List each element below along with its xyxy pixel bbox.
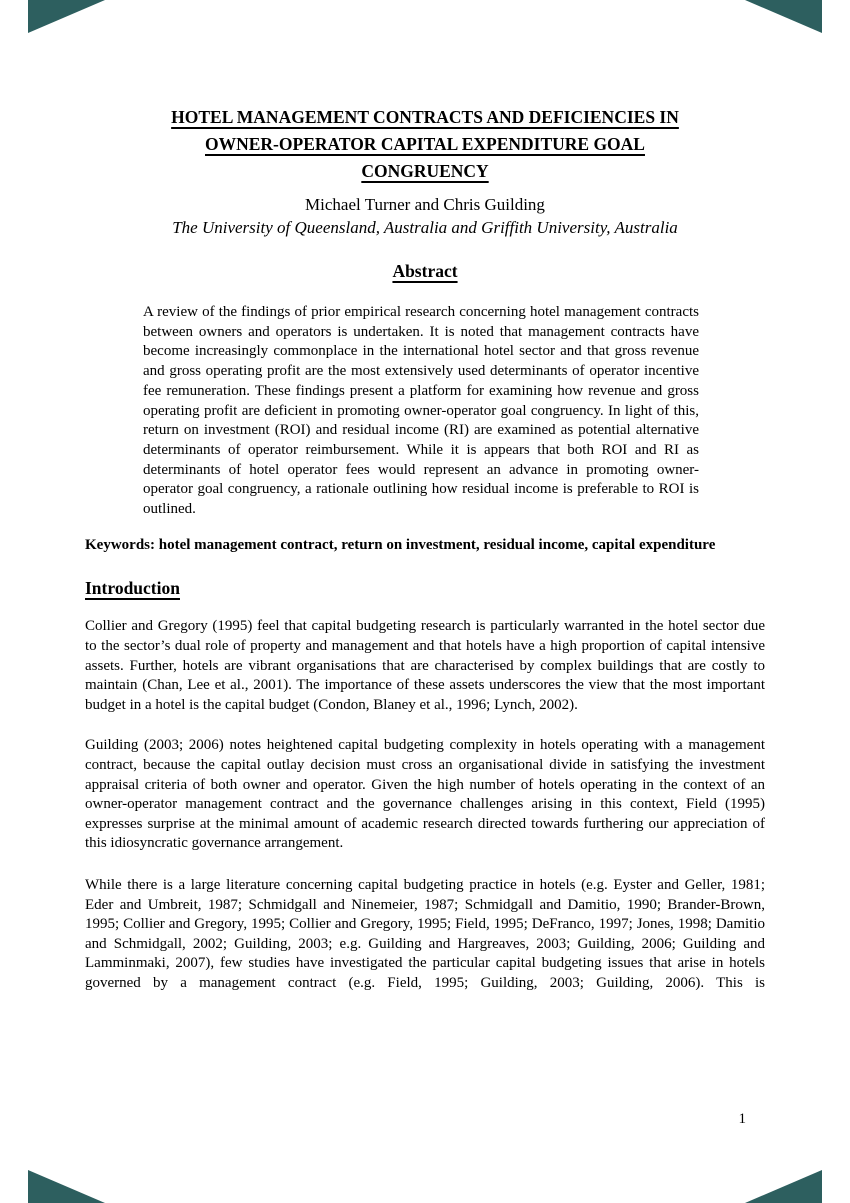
paper-title-line-1: HOTEL MANAGEMENT CONTRACTS AND DEFICIENCIES IN	[171, 107, 679, 127]
paper-title-line-2: OWNER-OPERATOR CAPITAL EXPENDITURE GOAL	[205, 134, 645, 154]
paper-title-line-3: CONGRUENCY	[361, 161, 489, 181]
page-number: 1	[738, 1111, 746, 1127]
keywords-line: Keywords: hotel management contract, return on investment, residual income, capital expenditure	[85, 536, 716, 553]
abstract-heading: Abstract	[392, 261, 458, 281]
intro-paragraph-3: While there is a large literature concerning capital budgeting practice in hotels (e.g. Eyster and Geller, 1981; Eder and Umbreit, 1987; Schmidgall and Ninemeier, 1987; Schmidgall and Damitio, 1990; Brander-Brown, 1995; Collier and Gregory, 1995; Collier and Gregory, 1995; Field, 1995; DeFranco, 1997; Jones, 1998; Damitio and Schmidgall, 2002; Guilding, 2003; e.g. Guilding and Hargreaves, 2003; Guilding, 2006; Guilding and Lamminmaki, 2007), few studies have investigated the particular capital budgeting issues that arise in hotels governed by a management contract (e.g. Field, 1995; Guilding, 2003; Guilding, 2006). This is	[85, 876, 765, 991]
intro-paragraph-2: Guilding (2003; 2006) notes heightened capital budgeting complexity in hotels operating with a management contract, because the capital outlay decision must cross an organisational divide in satisfying the investment appraisal criteria of both owner and operator. Given the high number of hotels operating in the context of an owner-operator management contract and the governance challenges arising in this context, Field (1995) expresses surprise at the minimal amount of academic research directed towards furthering our appreciation of this idiosyncratic governance arrangement.	[85, 737, 765, 852]
introduction-heading: Introduction	[85, 578, 180, 599]
affiliation-line: The University of Queensland, Australia and Griffith University, Australia	[172, 218, 678, 237]
abstract-text: A review of the findings of prior empirical research concerning hotel management contracts between owners and operators is undertaken. It is noted that management contracts have become increasingly commonplace in the international hotel sector and that gross revenue and gross operating profit are the most extensively used determinants of operator incentive fee remuneration. These findings present a platform for examining how revenue and gross operating profit are deficient in promoting owner-operator goal congruency. In light of this, return on investment (ROI) and residual income (RI) are examined as potential alternative determinants of operator reimbursement. While it is appears that both ROI and RI as determinants of hotel operator fees would represent an advance in promoting owner-operator goal congruency, a rationale outlining how residual income is preferable to ROI is outlined.	[143, 304, 699, 518]
intro-paragraph-1: Collier and Gregory (1995) feel that capital budgeting research is particularly warranted in the hotel sector due to the sector’s dual role of property and management and that hotels have a high proportion of capital intensive assets. Further, hotels are vibrant organisations that are characterised by complex buildings that are costly to maintain (Chan, Lee et al., 2001). The importance of these assets underscores the view that the most important budget in a hotel is the capital budget (Condon, Blaney et al., 1996; Lynch, 2002).	[85, 618, 765, 713]
paper-title	[85, 104, 765, 185]
authors-line: Michael Turner and Chris Guilding	[305, 195, 545, 214]
